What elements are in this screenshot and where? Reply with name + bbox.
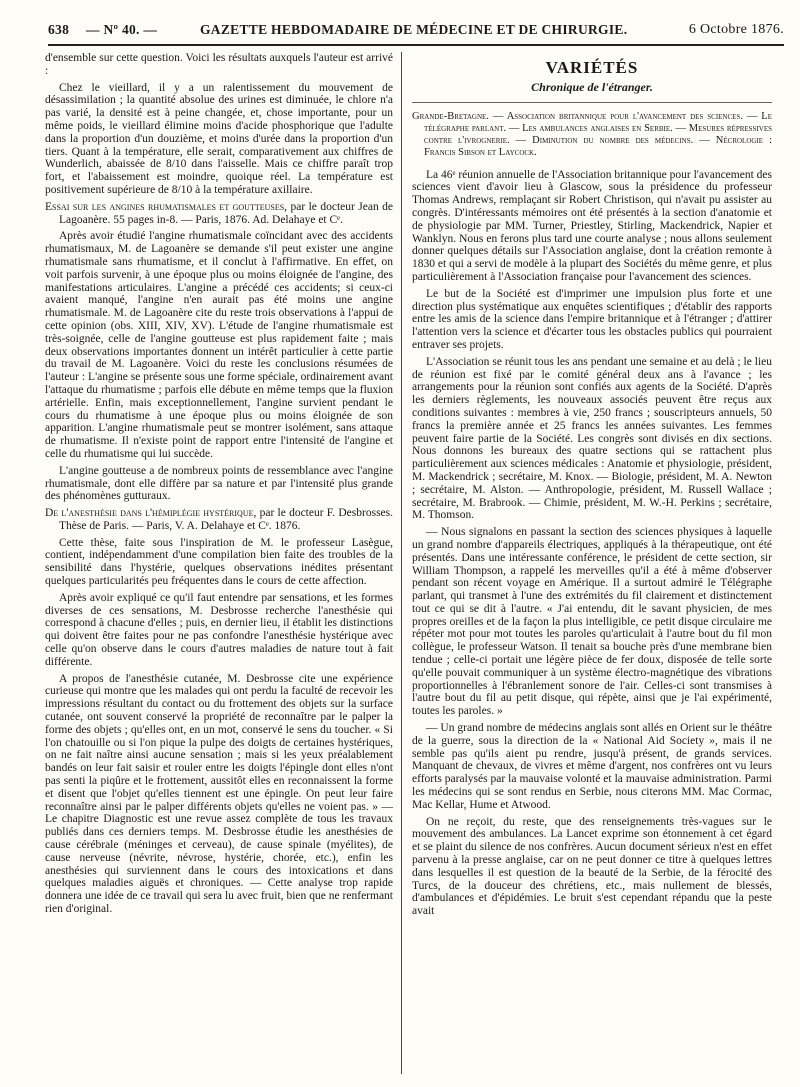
paragraph: Cette thèse, faite sous l'inspiration de M. le professeur Lasègue, contient, indépendamment d'une compilation bien faite des troubles de la sensibilité dans l'hystérie, quelques observations inédites présentant quelques particularités peu fréquentes dans le cours de cette affection. (45, 536, 393, 588)
journal-title: GAZETTE HEBDOMADAIRE DE MÉDECINE ET DE CHIRURGIE. (200, 22, 628, 37)
right-column (412, 52, 772, 1080)
paragraph: — Un grand nombre de médecins anglais sont allés en Orient sur le théâtre de la guerre, sous la direction de la « National Aid Society », mais il ne semble pas qu'ils aient pu rendre, jusqu'à présent, de grands services. Manquant de chevaux, de vivres et même d'argent, nos confrères ont vu leurs efforts paralysés par la mauvaise volonté et la mauvaise administration. Parmi les médecins qui se sont rendus en Serbie, nous citerons MM. Mac Cormac, Mac Kellar, Hume et Atwood. (412, 722, 772, 811)
paragraph: Le but de la Société est d'imprimer une impulsion plus forte et une direction plus systématique aux enquêtes scientifiques ; d'établir des rapports entre les amis de la science dans l'empire britannique et à l'étranger ; d'attirer l'attention vers la science et d'écarter tous les obstacles publics qui pourraient entraver ses projets. (412, 287, 772, 351)
issue-number: — Nº 40. — (86, 22, 158, 37)
book-review-heading (45, 507, 393, 533)
divider (412, 102, 772, 103)
paragraph: On ne reçoit, du reste, que des renseignements très-vagues sur le mouvement des ambulances. La Lancet exprime son étonnement à cet égard et se plaint du silence de nos confrères. Aucun document sérieux n'est en effet parvenu à la presse anglaise, car on ne peut donner ce titre à quelques lettres dans lesquelles il est question de la beauté de la Serbie, de la férocité des Turcs, de la douceur des chrétiens, etc., mais nullement de blessés, d'ambulances et d'épidémies. Le bruit s'est cependant répandu que la peste avait (412, 815, 772, 918)
review-title: De l'anesthésie dans l'hémiplégie hystérique, (45, 507, 257, 520)
paragraph: Après avoir étudié l'angine rhumatismale coïncidant avec des accidents rhumatismaux, M. de Lagoanère se demande s'il peut exister une angine rhumatismale sans rhumatisme, et il conclut à l'affirmative. En effet, on voit parfois survenir, à une époque plus ou moins éloignée de l'angine, des manifestations articulaires. L'angine a précédé ces accidents; si ceux-ci avaient manqué, l'angine n'en aurait pas été moins une angine rhumatismale. M. de Lagoanère cite du reste trois observations à l'appui de cette opinion (obs. XIII, XIV, XV). L'étude de l'angine rhumatismale est très-soignée, celle de l'angine goutteuse est plus rapidement faite ; mais deux observations importantes donnent un intérêt particulier à cette partie du travail de M. Lagoanère. Voici du reste les conclusions résumées de l'auteur : L'angine se présente sous une forme spéciale, ordinairement avant l'attaque du rhumatisme ; parfois elle débute en même temps que la fluxion artérielle. Enfin, mais exceptionnellement, l'angine survient pendant le cours du rhumatisme à une époque plus ou moins éloignée de son apparition. L'angine rhumatismale peut se montrer isolément, sans attaque de rhumatisme. Il n'existe point de rapport entre l'intensité de l'angine et celle du rhumatisme qui lui succède. (45, 230, 393, 460)
paragraph: La 46ᵉ réunion annuelle de l'Association britannique pour l'avancement des sciences vient d'avoir lieu à Glascow, sous la présidence du professeur Thomas Andrews, remplaçant sir Robert Christison, qui n'avait pu assister au congrès. D'intéressants mémoires ont été présentés à la section d'anatomie et de physiologie par MM. Turner, Priestley, Stirling, Mackendrick, Napier et Wanklyn. Nous en ferons plus tard une courte analyse ; nous allons seulement donner quelques détails sur l'Association anglaise, dont la création remonte à 1830 et qui a servi de modèle à la plupart des Sociétés du même genre, et plus particulièrement à l'Association française pour l'avancement des sciences. (412, 168, 772, 283)
section-summary: Grande-Bretagne. — Association britannique pour l'avancement des sciences. — Le télégraphe parlant. — Les ambulances anglaises en Serbie. — Mesures répressives contre l'ivrognerie. — Diminution du nombre des médecins. — Nécrologie : Francis Sibson et Laycock. (412, 110, 772, 158)
review-title: Essai sur les angines rhumatismales et goutteuses, (45, 200, 288, 213)
paragraph: d'ensemble sur cette question. Voici les résultats auxquels l'auteur est arrivé : (45, 52, 393, 77)
section-title: VARIÉTÉS (545, 58, 639, 77)
paragraph: — Nous signalons en passant la section des sciences physiques à laquelle un grand nombre d'appareils électriques, appliqués à la thérapeutique, ont été présentés. Dans une intéressante conférence, le président de cette section, sir William Thompson, a rappelé les merveilles qu'il a été à même d'observer pendant son récent voyage en Amérique. Il a surtout admiré le Télégraphe parlant, qui transmet à l'une des extrémités du fil clairement et distinctement tout ce qui se dit à l'autre. « J'ai entendu, dit le savant physicien, de mes propres oreilles et de la façon la plus intelligible, ce petit disque circulaire me répéter mot pour mot toutes les paroles qu'articulait à l'autre bout du fil mon collègue, le professeur Watson. Il tenait sa bouche près d'une membrane bien tendue ; celle-ci portait une légère pièce de fer doux, disposée de telle sorte qu'elle pouvait communiquer à un système électro-magnétique des vibrations proportionnelles à l'ébranlement sonore de l'air. Celles-ci sont transmises à l'autre bout du fil au petit disque, qui répète, ainsi que je l'ai expérimenté, toutes les paroles. » (412, 526, 772, 718)
issue-date: 6 Octobre 1876. (688, 22, 784, 37)
paragraph: Après avoir expliqué ce qu'il faut entendre par sensations, et les formes diverses de ces sensations, M. Desbrosse recherche l'anesthésie qui correspond à chacune d'elles ; puis, en dernier lieu, il établit les distinctions qui doivent être faites pour ne pas confondre l'anesthésie hystérique avec celle qu'on observe dans le cours d'autres maladies de nature tout à fait différente. (45, 591, 393, 668)
paragraph: L'Association se réunit tous les ans pendant une semaine et au delà ; le lieu de réunion est fixé par le comité général deux ans à l'avance ; les arrangements pour la réunion sont confiés aux agents de la Société. D'après les derniers règlements, les nouveaux associés peuvent être reçus aux conditions suivantes : membres à vie, 250 francs ; souscripteurs annuels, 50 francs la première année et 25 francs les années suivantes. Les femmes peuvent faire partie de la Société. Les congrès sont divisés en dix sections. Nous donnons les bureaux des quatre sections qui se rattachent plus particulièrement aux sciences médicales : Anatomie et physiologie, président, M. Mackendrick ; secrétaire, M. Knox. — Biologie, président, M. A. Newton ; secrétaire, M. Alston. — Anthropologie, président, M. Russell Wallace ; secrétaire, M. Brabrook. — Chimie, président, M. W.-H. Perkins ; secrétaire, M. Thomson. (412, 355, 772, 522)
left-column (45, 52, 393, 1080)
paragraph: L'angine goutteuse a de nombreux points de ressemblance avec l'angine rhumatismale, dont elle diffère par sa nature et par l'intensité plus grande des phénomènes gutturaux. (45, 464, 393, 503)
review-citation: par le docteur Jean de Lagoanère. 55 pages in-8. — Paris, 1876. Ad. Delahaye et Cᵉ. (59, 200, 393, 226)
paragraph: Chez le vieillard, il y a un ralentissement du mouvement de désassimilation ; la quantité absolue des urines est diminuée, le chlore n'a pas varié, la densité est à peine changée, et, chose importante, pour un même poids, le vieillard élimine moins d'acide phosphorique que l'adulte dans la proportion d'un douzième, et moins d'urée dans la proportion d'un tiers. Quant à la température, elle serait, comparativement aux chiffres de Wunderlich, abaissée de 8/10 dans l'aisselle. Mais ce chiffre paraît trop fort, et l'abaissement est moindre, quoique réel. La température est positivement supérieure de 8/10 à la température axillaire. (45, 81, 393, 196)
column-divider (401, 52, 402, 1074)
page-header (48, 18, 784, 46)
page-number: 638 (48, 22, 70, 37)
paragraph: A propos de l'anesthésie cutanée, M. Desbrosse cite une expérience curieuse qui montre que les malades qui ont perdu la faculté de recevoir les impressions résultant du contact ou du frottement des objets sur la surface cutanée, ont souvent conservé la propriété de reconnaître par le palper la forme des objets ; qu'elles ont, en un mot, conservé le sens du toucher. « Si l'on chatouille ou si l'on pique la pulpe des doigts de certaines hystériques, on ne fait naître ainsi aucune sensation ; mais si les yeux préalablement bandés on leur fait saisir et rouler entre les doigts l'épingle dont elles n'ont pas senti la piqûre et le frottement, aussitôt elles en reconnaissent la forme et disent que l'objet qu'elles tiennent est une épingle. On peut leur faire reconnaître ainsi par le palper différents objets qu'elles ne voient pas. » — Le chapitre Diagnostic est une revue assez complète de tous les travaux publiés dans ces derniers temps. M. Desbrosse étudie les anesthésies de cause cérébrale (méninges et cerveau), de cause spinale (myélites), de cause nerveuse (névrite, névrose, hystérie, chorée, etc.), enfin les anesthésies qui surviennent dans le cours des intoxications et dans quelques maladies aiguës et chroniques. — Cette analyse trop rapide donnera une idée de ce travail qui sera lu avec fruit, bien que ne renfermant rien d'original. (45, 672, 393, 915)
section-subtitle: Chronique de l'étranger. (531, 79, 653, 94)
book-review-heading (45, 201, 393, 227)
review-citation: par le docteur F. Desbrosses. Thèse de Paris. — Paris, V. A. Delahaye et Cᵉ. 1876. (59, 507, 393, 532)
